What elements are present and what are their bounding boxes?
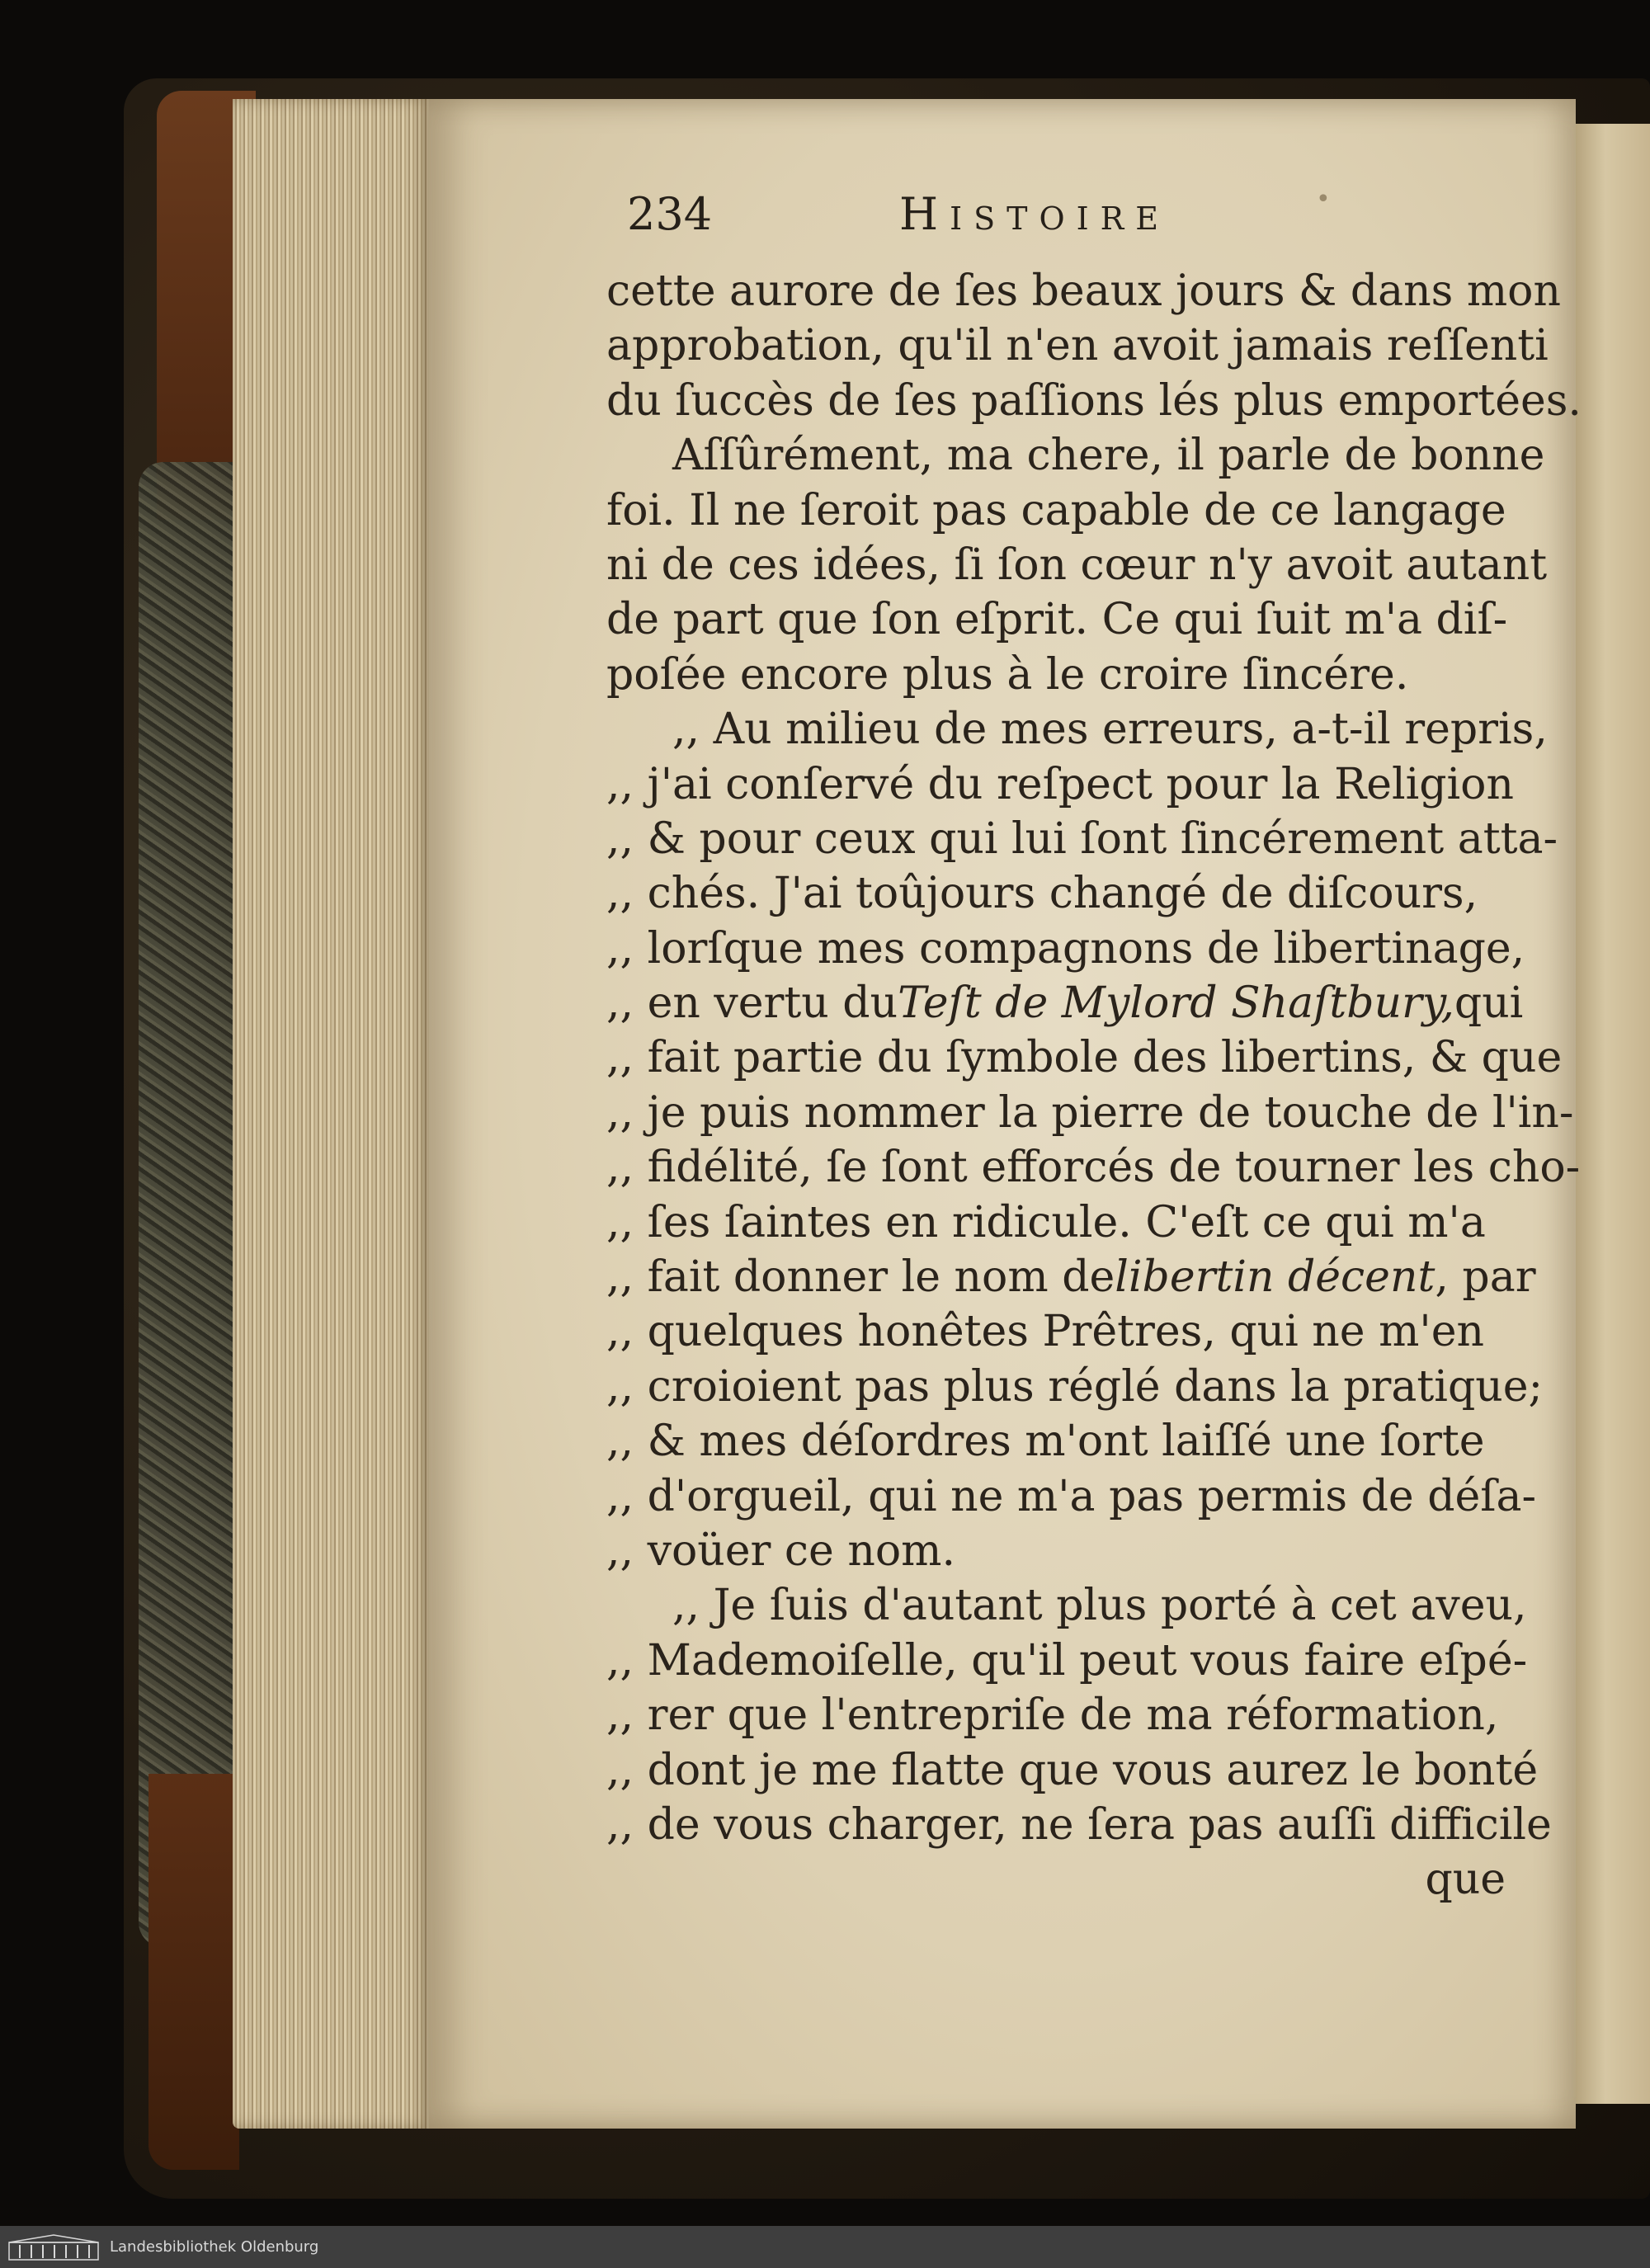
facing-page [1576,124,1650,2104]
text-line: ,, fait donner le nom de libertin décent , par [606,1250,1506,1304]
text-line: ,, voüer ce nom. [606,1525,955,1576]
text-line: ,, Au milieu de mes erreurs, a-t-il repris, [672,705,1548,755]
footer-bar [0,2226,1650,2268]
italic-phrase: Teſt de Mylord Shaſtbury, [898,978,1454,1029]
marbled-board [139,462,238,1947]
text-line: foi. Il ne ſeroit pas capable de ce langage [606,485,1506,535]
page-edges [233,99,431,2129]
text-line: du ſuccès de ſes paſſions lés plus emportées. [606,375,1582,426]
catchword: que [1425,1855,1506,1905]
text-line: de part que ſon eſprit. Ce qui ſuit m'a diſ- [606,595,1508,645]
text-line: Aſſûrément, ma chere, il parle de bonne [672,431,1545,481]
text-line: ,, je puis nommer la pierre de touche de l'in- [606,1087,1574,1138]
text-line: cette aurore de ſes beaux jours & dans mon [606,266,1561,316]
text-line: approbation, qu'il n'en avoit jamais reſſenti [606,321,1549,371]
italic-phrase: libertin décent [1115,1252,1436,1303]
text-line: ,, rer que l'entrepriſe de ma réformation, [606,1690,1499,1741]
page-number: 234 [627,188,713,240]
text-line: ni de ces idées, ſi ſon cœur n'y avoit autant [606,540,1548,590]
text-line: ,, d'orgueil, qui ne m'a pas permis de déſa- [606,1471,1537,1521]
text-line: ,, chés. J'ai toûjours changé de diſcours, [606,869,1478,919]
text-line: ,, & pour ceux qui lui ſont ſincérement atta- [606,813,1558,864]
text-line: ,, & mes déſordres m'ont laiſſé une ſorte [606,1417,1485,1467]
library-name: Landesbibliothek Oldenburg [110,2238,319,2256]
page-header [627,185,1485,246]
text-line: ,, dont je me flatte que vous aurez le bonté [606,1745,1539,1795]
text-line: ,, fidélité, ſe ſont efforcés de tourner les cho- [606,1143,1581,1193]
text-line: ,, j'ai conſervé du reſpect pour la Religion [606,759,1514,809]
running-title: Histoire [899,188,1170,240]
text-line: ,, ſes ſaintes en ridicule. C'eſt ce qui m'a [606,1197,1486,1247]
text-line: ,, fait partie du ſymbole des libertins, & que [606,1033,1563,1083]
text-line: ,, croioient pas plus réglé dans la pratique; [606,1361,1544,1412]
text-line: ,, de vous charger, ne ſera pas auſſi difficile [606,1799,1552,1850]
text-line: ,, Je ſuis d'autant plus porté à cet aveu, [672,1581,1527,1631]
text-line: ,, Mademoiſelle, qu'il peut vous faire eſpé- [606,1635,1528,1686]
leather-spine-bottom [148,1774,239,2170]
text-line: ,, en vertu du Teſt de Mylord Shaſtbury, qui [606,976,1506,1030]
text-line: ,, quelques honêtes Prêtres, qui ne m'en [606,1307,1484,1357]
text-line: poſée encore plus à le croire ſincére. [606,649,1409,700]
text-line: ,, lorſque mes compagnons de libertinage, [606,923,1525,974]
library-building-icon [8,2234,99,2261]
body-text [606,264,1582,1907]
ornament-dot-icon: • [1316,185,1331,214]
